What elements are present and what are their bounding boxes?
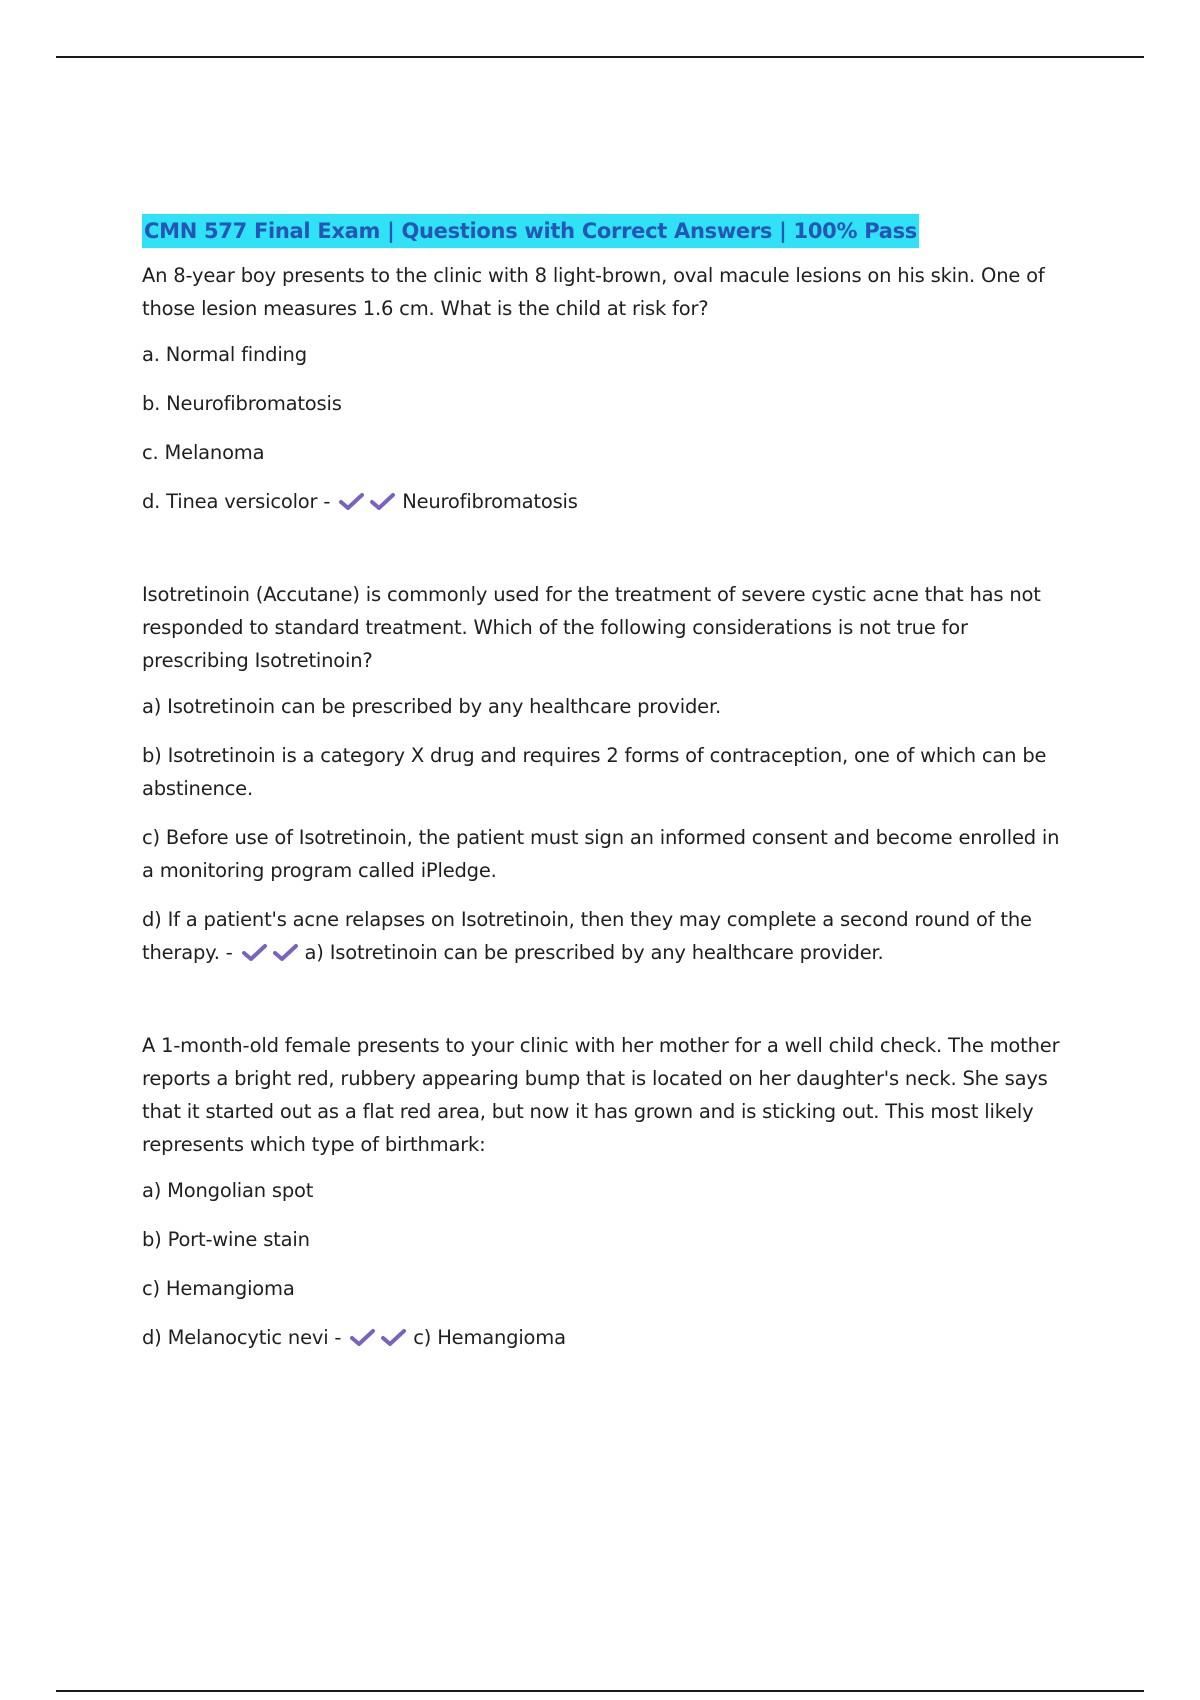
exam-document (142, 214, 1062, 1354)
option-c: c) Before use of Isotretinoin, the patient must sign an informed consent and become enrolled in a monitoring program called iPledge. (142, 826, 1060, 882)
option-d-with-answer (142, 485, 1062, 518)
question-1 (142, 259, 1062, 518)
correct-answer: c) Hemangioma (413, 1326, 566, 1349)
option-d: d. Tinea versicolor - (142, 490, 331, 513)
option-c: c) Hemangioma (142, 1277, 295, 1300)
title-block (142, 214, 1062, 248)
option-d-with-answer (142, 903, 1062, 969)
check-mark-icon (349, 1328, 376, 1348)
correct-answer: a) Isotretinoin can be prescribed by any healthcare provider. (304, 941, 884, 964)
top-rule (56, 56, 1144, 58)
option-d-with-answer (142, 1321, 1062, 1354)
question-spacer (142, 518, 1062, 578)
question-stem: An 8-year boy presents to the clinic with 8 light-brown, oval macule lesions on his skin. One of those lesion measures 1.6 cm. What is the child at risk for? (142, 264, 1045, 320)
check-mark-icon (241, 943, 268, 963)
document-title: CMN 577 Final Exam | Questions with Correct Answers | 100% Pass (142, 214, 919, 248)
bottom-rule (56, 1690, 1144, 1692)
correct-answer: Neurofibromatosis (402, 490, 578, 513)
question-2 (142, 578, 1062, 969)
option-b: b. Neurofibromatosis (142, 392, 342, 415)
option-a: a) Mongolian spot (142, 1179, 314, 1202)
option-b: b) Port-wine stain (142, 1228, 310, 1251)
question-3 (142, 1029, 1062, 1354)
question-stem: Isotretinoin (Accutane) is commonly used for the treatment of severe cystic acne that has not responded to standard treatment. Which of the following considerations is not true for prescribing Isotretinoin? (142, 583, 1041, 672)
option-d: d) Melanocytic nevi - (142, 1326, 342, 1349)
option-b: b) Isotretinoin is a category X drug and requires 2 forms of contraception, one of which can be abstinence. (142, 744, 1047, 800)
option-a: a. Normal finding (142, 343, 307, 366)
question-spacer (142, 969, 1062, 1029)
check-mark-icon (369, 492, 396, 512)
check-mark-icon (338, 492, 365, 512)
check-mark-icon (380, 1328, 407, 1348)
question-stem: A 1-month-old female presents to your clinic with her mother for a well child check. The mother reports a bright red, rubbery appearing bump that is located on her daughter's neck. She says that it started out as a flat red area, but now it has grown and is sticking out. This most likely represents which type of birthmark: (142, 1034, 1060, 1156)
option-a: a) Isotretinoin can be prescribed by any healthcare provider. (142, 695, 721, 718)
check-mark-icon (272, 943, 299, 963)
option-c: c. Melanoma (142, 441, 265, 464)
option-d: d) If a patient's acne relapses on Isotretinoin, then they may complete a second round of the therapy. - (142, 908, 1032, 964)
